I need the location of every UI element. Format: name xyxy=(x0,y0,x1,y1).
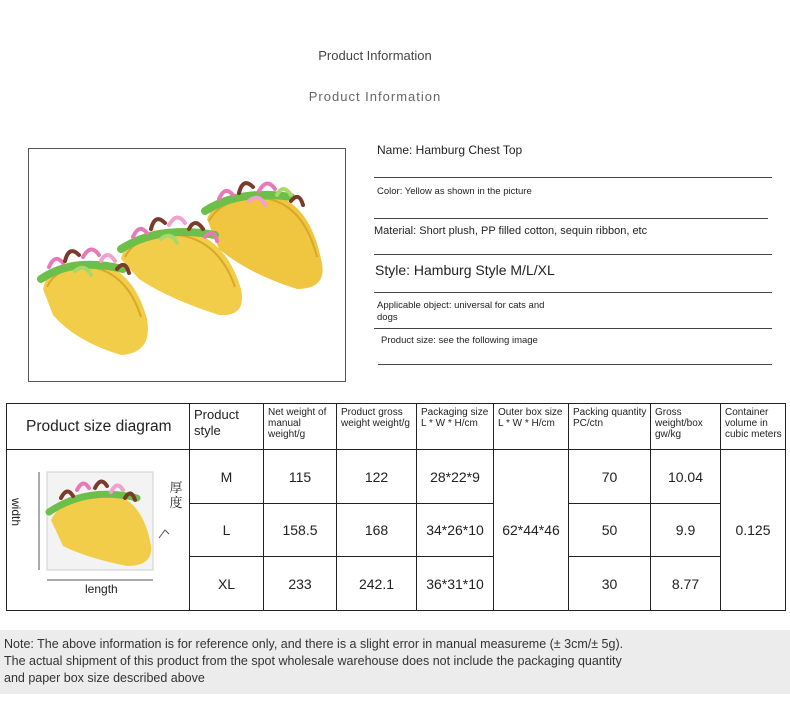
size-diagram-title: Product size diagram xyxy=(7,404,190,450)
cell-net-weight: 115 xyxy=(264,450,337,504)
header-container-volume: Container volume in cubic meters xyxy=(721,404,786,450)
product-name: Name: Hamburg Chest Top xyxy=(377,143,523,157)
taco-plush-illustration xyxy=(29,149,345,381)
cell-gross-weight-box: 9.9 xyxy=(651,504,721,557)
header-outer-box-size: Outer box size L * W * H/cm xyxy=(494,404,569,450)
header-product-style: Product style xyxy=(190,404,264,450)
cell-net-weight: 158.5 xyxy=(264,504,337,557)
page-subtitle: Product Information xyxy=(308,89,442,104)
divider xyxy=(374,218,768,219)
length-label: length xyxy=(85,582,118,596)
cell-gross-weight-box: 8.77 xyxy=(651,557,721,611)
product-size-note: Product size: see the following image xyxy=(381,335,538,346)
cell-style: M xyxy=(190,450,264,504)
divider xyxy=(374,254,772,255)
cell-packaging-size: 28*22*9 xyxy=(417,450,494,504)
product-material: Material: Short plush, PP filled cotton, sequin ribbon, etc xyxy=(374,225,648,237)
divider xyxy=(374,292,772,293)
applicable-object: Applicable object: universal for cats and dogs xyxy=(377,300,545,323)
disclaimer-note xyxy=(0,630,790,694)
product-color: Color: Yellow as shown in the picture xyxy=(377,186,532,197)
cell-outer-box-size: 62*44*46 xyxy=(494,450,569,611)
cell-packaging-size: 36*31*10 xyxy=(417,557,494,611)
width-label: width xyxy=(9,498,23,527)
product-photo xyxy=(28,148,346,382)
header-gross-weight: Product gross weight weight/g xyxy=(337,404,417,450)
divider xyxy=(374,177,772,178)
cell-gross-weight: 168 xyxy=(337,504,417,557)
cell-packing-quantity: 50 xyxy=(569,504,651,557)
cell-gross-weight-box: 10.04 xyxy=(651,450,721,504)
divider xyxy=(378,364,772,365)
header-packaging-size: Packaging size L * W * H/cm xyxy=(417,404,494,450)
size-diagram xyxy=(7,450,190,611)
header-gross-weight-box: Gross weight/box gw/kg xyxy=(651,404,721,450)
cell-gross-weight: 122 xyxy=(337,450,417,504)
header-net-weight: Net weight of manual weight/g xyxy=(264,404,337,450)
cell-net-weight: 233 xyxy=(264,557,337,611)
cell-style: XL xyxy=(190,557,264,611)
size-table xyxy=(6,403,786,611)
divider xyxy=(374,328,772,329)
cell-gross-weight: 242.1 xyxy=(337,557,417,611)
cell-packing-quantity: 30 xyxy=(569,557,651,611)
cell-container-volume: 0.125 xyxy=(721,450,786,611)
thickness-label: 厚度 xyxy=(169,480,183,510)
product-style: Style: Hamburg Style M/L/XL xyxy=(375,262,555,278)
cell-packing-quantity: 70 xyxy=(569,450,651,504)
table-row xyxy=(7,450,786,504)
page-title: Product Information xyxy=(318,48,432,63)
header-packing-quantity: Packing quantity PC/ctn xyxy=(569,404,651,450)
disclaimer-text: Note: The above information is for reference only, and there is a slight error in manual measureme (± 3cm/± 5g). The actual shipment of this product from the spot wholesale warehouse does not include the packaging quantity and paper box size described above xyxy=(4,637,624,685)
cell-style: L xyxy=(190,504,264,557)
cell-packaging-size: 34*26*10 xyxy=(417,504,494,557)
